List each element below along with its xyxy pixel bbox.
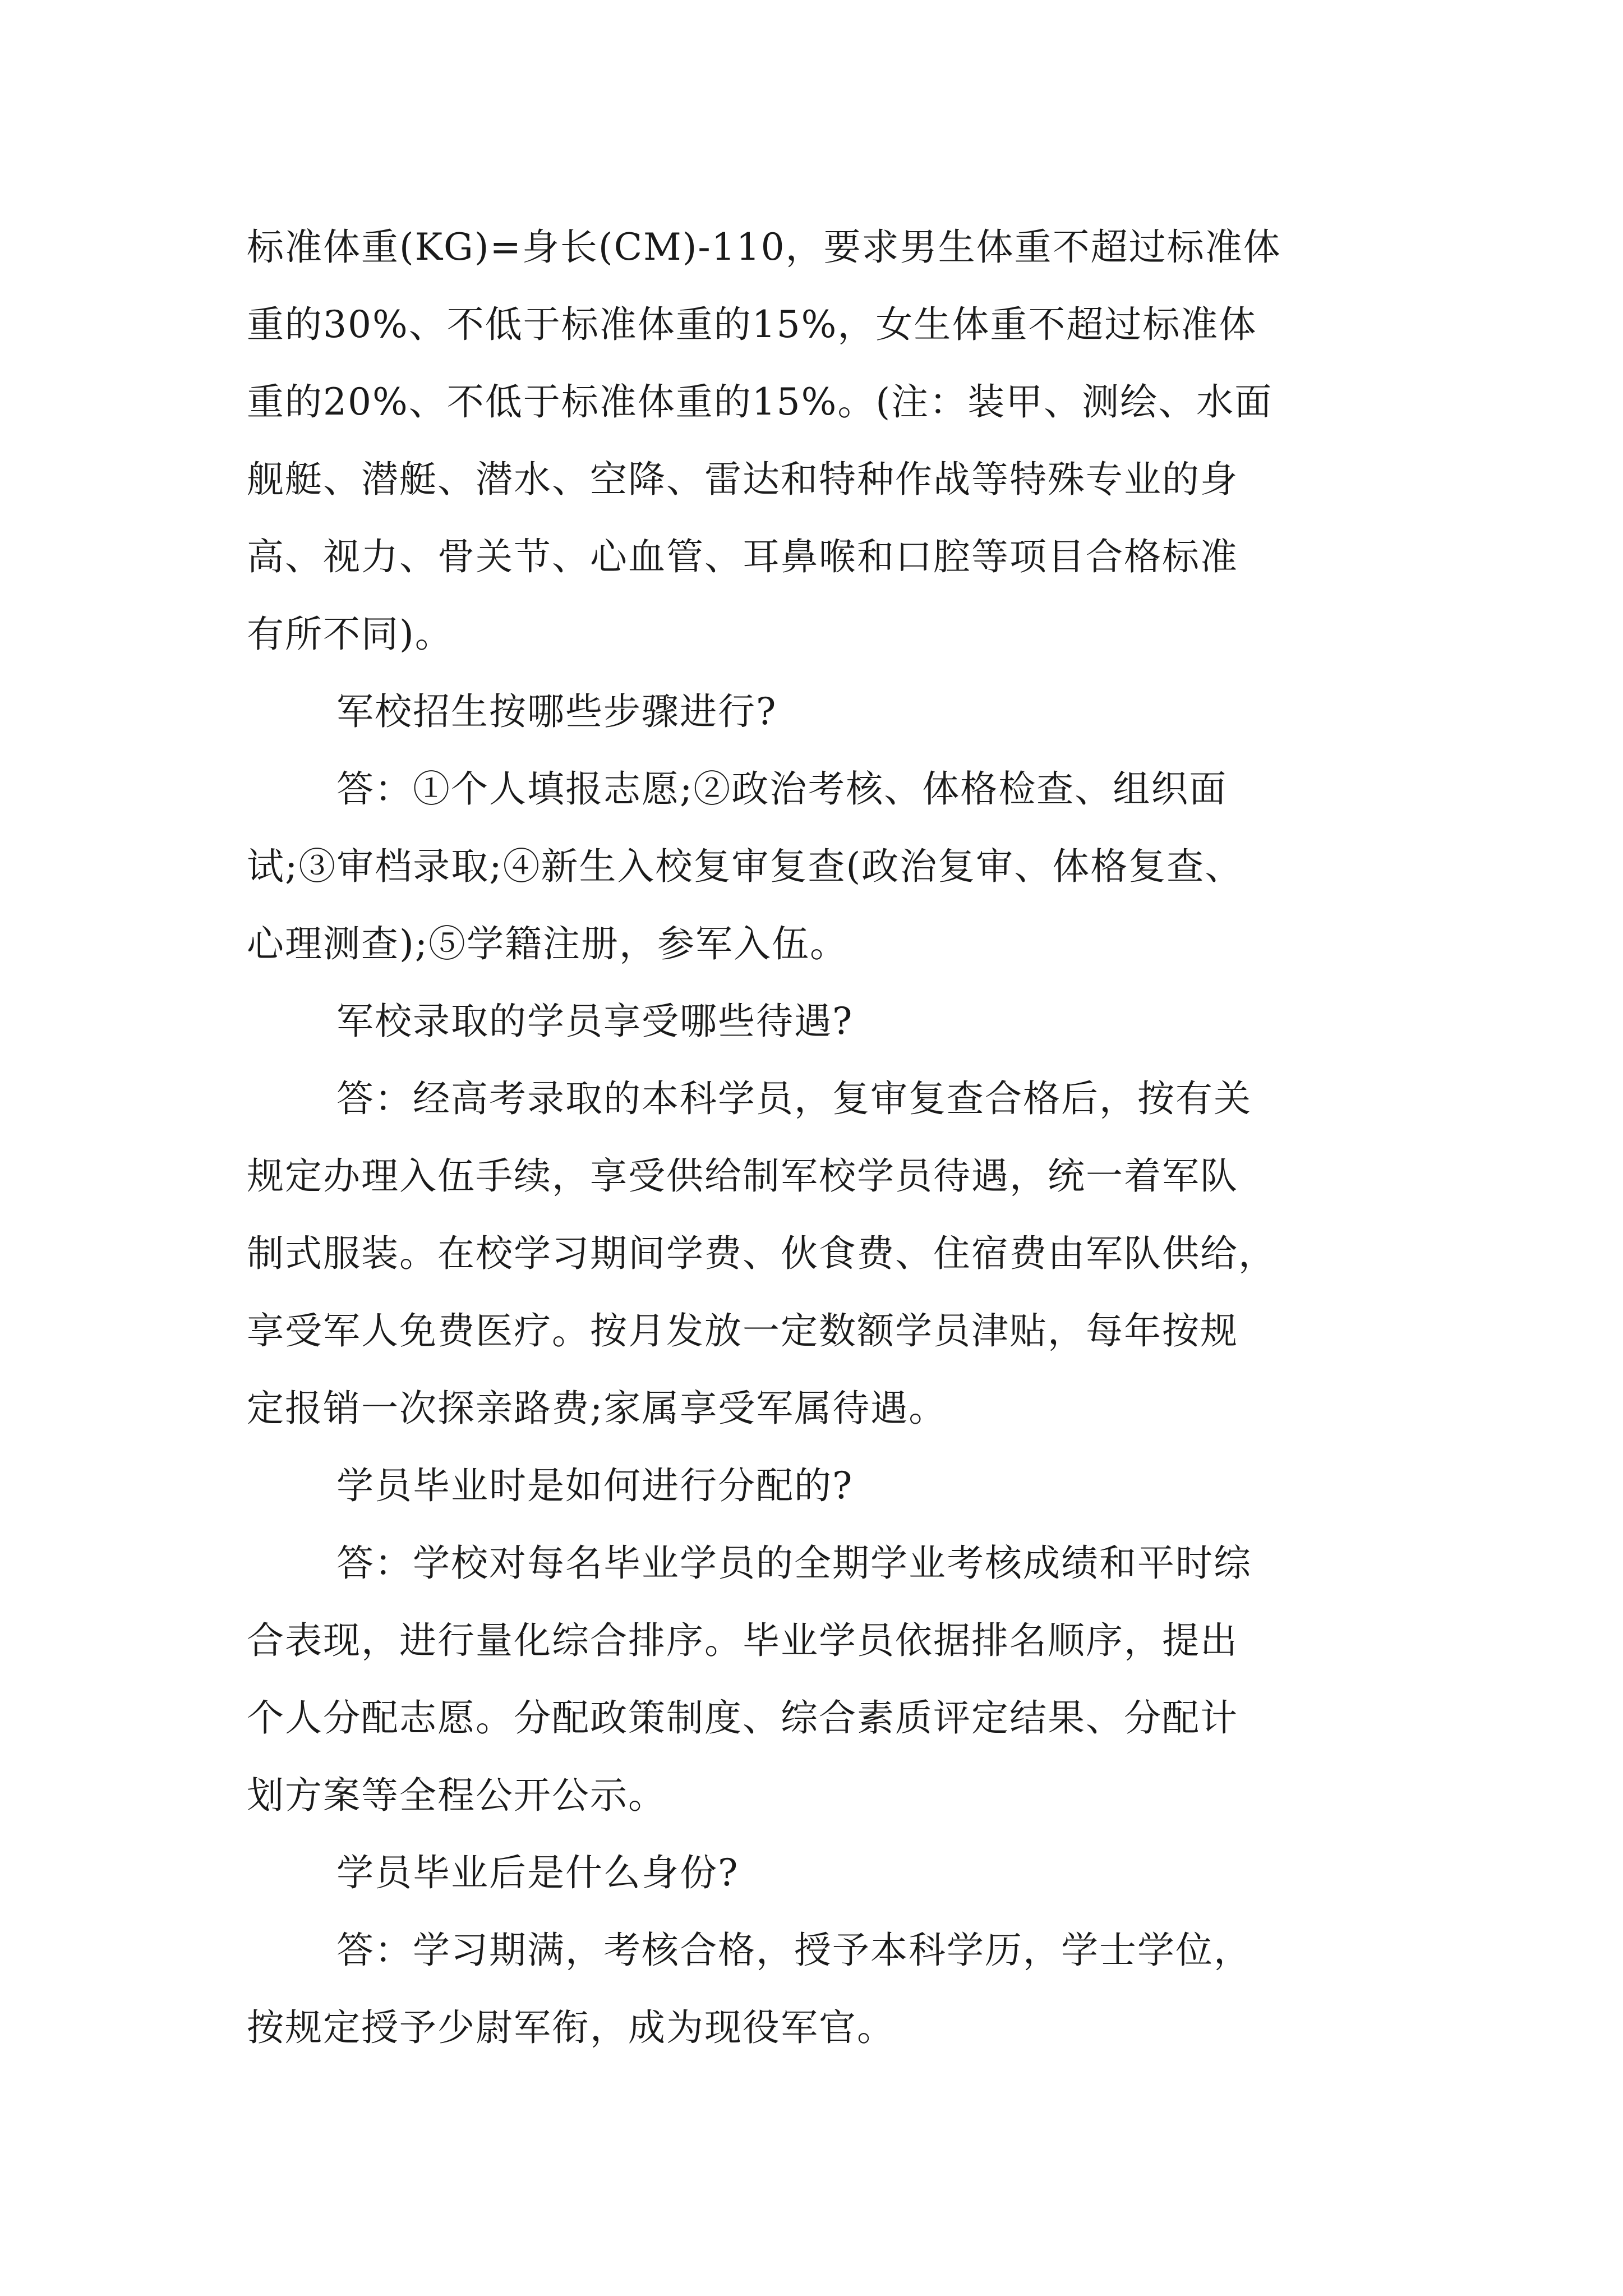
answer-line: 答：学习期满，考核合格，授予本科学历，学士学位， — [336, 1929, 1252, 1972]
text-line: 有所不同)。 — [247, 613, 453, 656]
text-line: 重的20%、不低于标准体重的15%。(注：装甲、测绘、水面 — [247, 380, 1273, 424]
answer-line: 试;③审档录取;④新生入校复审复查(政治复审、体格复查、 — [247, 845, 1243, 888]
answer-line: 答：学校对每名毕业学员的全期学业考核成绩和平时综 — [336, 1542, 1252, 1585]
answer-line: 划方案等全程公开公示。 — [247, 1774, 666, 1817]
question-line: 军校录取的学员享受哪些待遇? — [336, 1000, 854, 1043]
answer-line: 心理测查);⑤学籍注册，参军入伍。 — [247, 922, 848, 965]
answer-line: 个人分配志愿。分配政策制度、综合素质评定结果、分配计 — [247, 1696, 1238, 1740]
question-line: 军校招生按哪些步骤进行? — [336, 690, 777, 733]
answer-line: 按规定授予少尉军衔，成为现役军官。 — [247, 2006, 895, 2049]
text-line: 高、视力、骨关节、心血管、耳鼻喉和口腔等项目合格标准 — [247, 535, 1238, 578]
answer-admission-steps — [247, 751, 1391, 983]
answer-line: 答：①个人填报志愿;②政治考核、体格检查、组织面 — [336, 767, 1228, 811]
question-admission-steps — [247, 673, 1391, 751]
paragraph-body-weight-standard — [247, 209, 1391, 673]
question-graduate-assignment — [247, 1447, 1391, 1525]
answer-line: 制式服装。在校学习期间学费、伙食费、住宿费由军队供给， — [247, 1232, 1276, 1275]
document-body — [247, 209, 1391, 2067]
question-line: 学员毕业时是如何进行分配的? — [336, 1464, 854, 1507]
question-graduate-status — [247, 1834, 1391, 1912]
answer-line: 规定办理入伍手续，享受供给制军校学员待遇，统一着军队 — [247, 1154, 1238, 1198]
answer-graduate-status — [247, 1912, 1391, 2067]
answer-line: 答：经高考录取的本科学员，复审复查合格后，按有关 — [336, 1077, 1252, 1120]
answer-line: 享受军人免费医疗。按月发放一定数额学员津贴，每年按规 — [247, 1309, 1238, 1352]
answer-graduate-assignment — [247, 1525, 1391, 1834]
answer-line: 定报销一次探亲路费;家属享受军属待遇。 — [247, 1387, 947, 1430]
answer-line: 合表现，进行量化综合排序。毕业学员依据排名顺序，提出 — [247, 1619, 1238, 1662]
text-line: 舰艇、潜艇、潜水、空降、雷达和特种作战等特殊专业的身 — [247, 458, 1238, 501]
text-line: 标准体重(KG)=身长(CM)-110，要求男生体重不超过标准体 — [247, 226, 1281, 269]
answer-student-benefits — [247, 1060, 1391, 1447]
question-line: 学员毕业后是什么身份? — [336, 1851, 739, 1894]
text-line: 重的30%、不低于标准体重的15%，女生体重不超过标准体 — [247, 303, 1257, 346]
question-student-benefits — [247, 983, 1391, 1060]
